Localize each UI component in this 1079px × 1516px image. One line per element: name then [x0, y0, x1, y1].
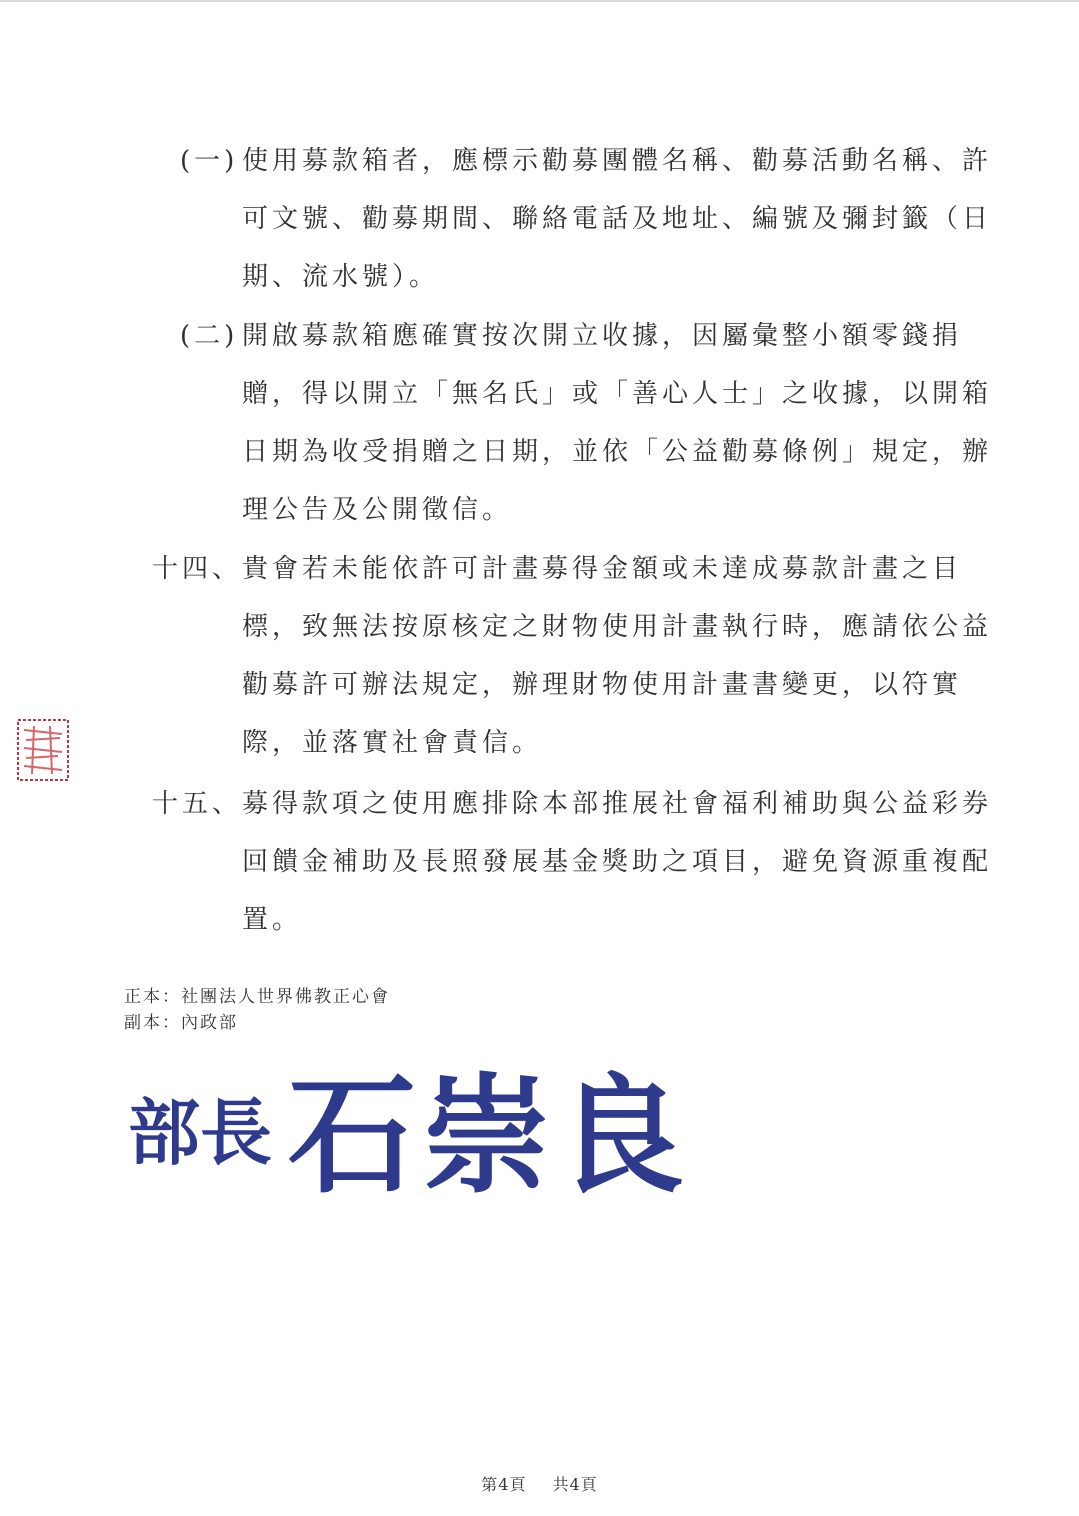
clause-line: 日期為收受捐贈之日期，並依「公益勸募條例」規定，辦 [242, 437, 993, 467]
clause-marker: 十五、 [152, 789, 243, 819]
clause-line: 理公告及公開徵信。 [242, 495, 513, 525]
clause-line: 使用募款箱者，應標示勸募團體名稱、勸募活動名稱、許 [242, 146, 993, 176]
clause-marker: 十四、 [152, 554, 243, 584]
clause-line: 標，致無法按原核定之財物使用計畫執行時，應請依公益 [242, 612, 993, 642]
clause-sub-1 [180, 132, 992, 306]
signature-name: 石崇良 [288, 1061, 688, 1210]
clause-line: 期、流水號）。 [242, 262, 440, 292]
clause-15 [152, 775, 992, 949]
clause-line: 貴會若未能依許可計畫募得金額或未達成募款計畫之目 [242, 554, 963, 584]
clause-line: 際，並落實社會責信。 [242, 728, 543, 758]
copy-recipient: 副本：內政部 [124, 1013, 238, 1033]
clause-line: 募得款項之使用應排除本部推展社會福利補助與公益彩券 [242, 789, 993, 819]
clause-marker: (一) [180, 146, 239, 176]
clause-marker: (二) [180, 321, 239, 351]
original-recipient: 正本：社團法人世界佛教正心會 [124, 987, 390, 1007]
recipients-block [124, 984, 390, 1036]
clause-line: 勸募許可辦法規定，辦理財物使用計畫書變更，以符實 [242, 670, 963, 700]
clause-line: 開啟募款箱應確實按次開立收據，因屬彙整小額零錢捐 [242, 321, 963, 351]
page-number: 第4頁 [481, 1475, 527, 1494]
clause-line: 贈，得以開立「無名氏」或「善心人士」之收據，以開箱 [242, 379, 993, 409]
clause-14 [152, 540, 992, 772]
clause-sub-2 [180, 307, 992, 539]
clause-line: 置。 [242, 905, 303, 935]
page-total: 共4頁 [552, 1475, 598, 1494]
red-seal-stamp [14, 716, 72, 784]
top-edge [0, 0, 1079, 2]
page-footer [0, 1472, 1079, 1495]
minister-signature [128, 1040, 688, 1210]
clause-line: 回饋金補助及長照發展基金獎助之項目，避免資源重複配 [242, 847, 993, 877]
signature-title: 部長 [128, 1090, 273, 1175]
clause-line: 可文號、勸募期間、聯絡電話及地址、編號及彌封籤（日 [242, 204, 993, 234]
